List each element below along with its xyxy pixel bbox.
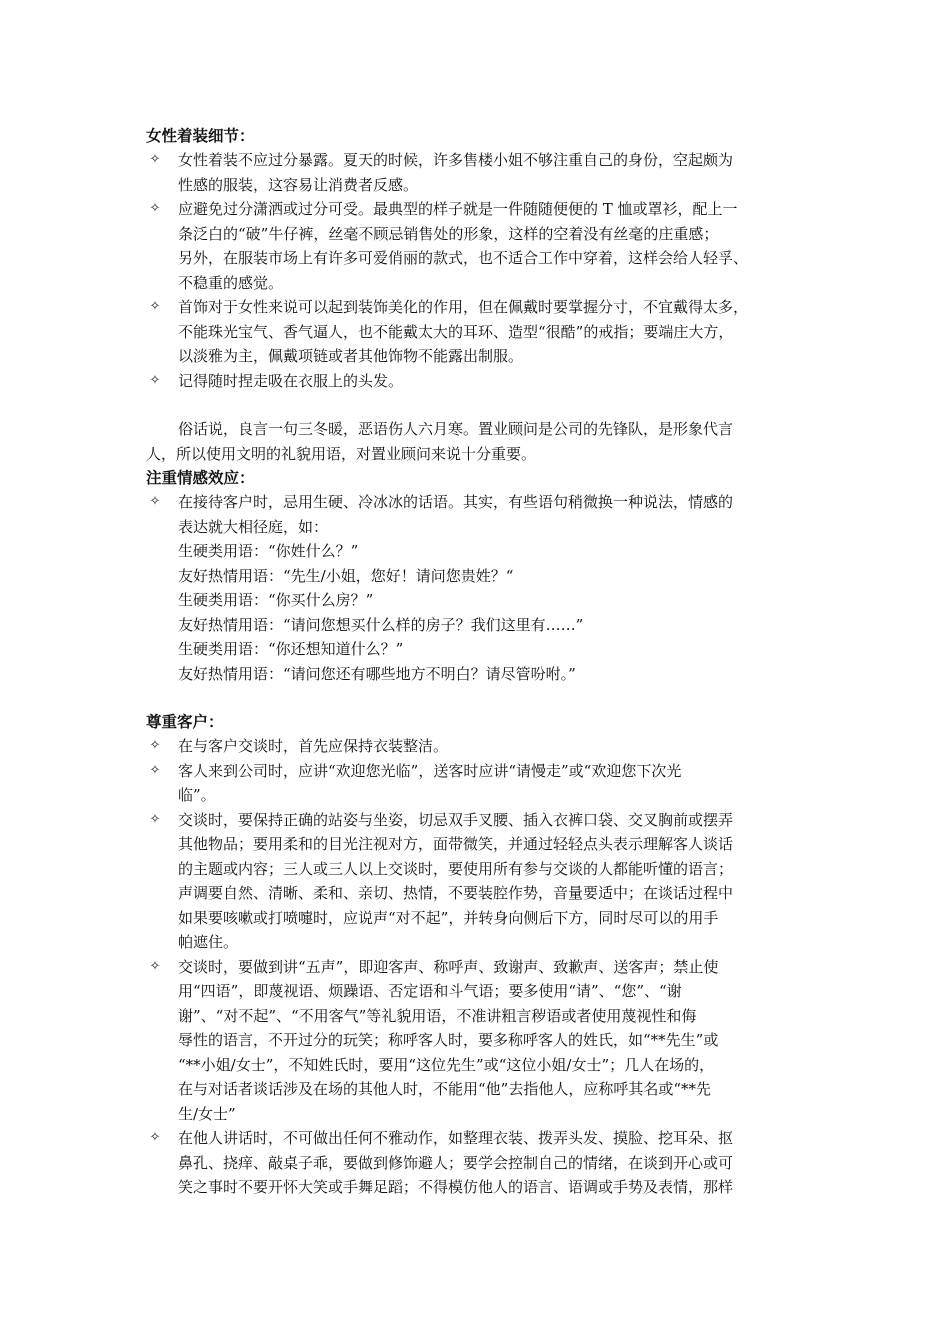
text-line: 俗话说，良言一句三冬暖，恶语伤人六月寒。置业顾问是公司的先锋队，是形象代言 (178, 420, 734, 438)
text-line: 用“四语”，即蔑视语、烦躁语、否定语和斗气语；要多使用“请”、“您”、“谢 (178, 982, 682, 1000)
text-line: 在与客户交谈时，首先应保持衣装整洁。 (178, 737, 449, 755)
bullet-icon: ✧ (149, 494, 161, 509)
bullet-item (146, 955, 818, 1127)
bullet-icon: ✧ (149, 372, 161, 388)
example-line: 友好热情用语：“请问您想买什么样的房子？我们这里有……” (178, 615, 584, 634)
text-line: 其他物品；要用柔和的目光注视对方，面带微笑，并通过轻轻点头表示理解客人谈话 (178, 835, 734, 853)
text-line: 女性着装不应过分暴露。夏天的时候，许多售楼小姐不够注重自己的身份，空起颇为 (178, 151, 734, 169)
text-line: 记得随时捏走吸在衣服上的头发。 (178, 371, 404, 390)
text-line: 谢”、“对不起”、“不用客气”等礼貌用语，不准讲粗言秽语或者使用蔑视性和侮 (178, 1006, 697, 1025)
text-line: “**小姐/女士”，不知姓氏时，要用“这位先生”或“这位小姐/女士”；几人在场的， (178, 1055, 715, 1074)
text-line: 交谈时，要做到讲“五声”，即迎客声、称呼声、致谢声、致歉声、送客声；禁止使 (178, 957, 719, 976)
blank-line (146, 393, 818, 417)
text-line: 在他人讲话时，不可做出任何不雅动作，如整理衣装、拨弄头发、摸脸、挖耳朵、抠 (178, 1129, 734, 1147)
text-line: 另外，在服装市场上有许多可爱俏丽的款式，也不适合工作中穿着，这样会给人轻孚、 (178, 249, 749, 267)
bullet-icon: ✧ (149, 762, 161, 778)
text-line: 在与对话者谈话涉及在场的其他人时，不能用“他”去指他人，应称呼其名或“**先 (178, 1080, 712, 1098)
section-heading: 女性着装细节： (146, 127, 255, 145)
text-line: 应避免过分潇洒或过分可受。最典型的样子就是一件随随便便的 T 恤或罩衫，配上一 (178, 200, 738, 218)
text-line: 客人来到公司时，应讲“欢迎您光临”，送客时应讲“请慢走”或“欢迎您下次光 (178, 761, 682, 780)
example-line: 生硬类用语：“你姓什么？” (178, 542, 359, 560)
text-line: 性感的服装，这容易让消费者反感。 (178, 175, 419, 194)
example-line: 生硬类用语：“你买什么房？” (178, 591, 374, 609)
text-line: 如果要咳嗽或打喷嚏时，应说声“对不起”，并转身向侧后下方，同时尽可以的用手 (178, 908, 719, 927)
text-line: 辱性的语言，不开过分的玩笑；称呼客人时，要多称呼客人的姓氏，如“**先生”或 (178, 1031, 719, 1049)
bullet-icon: ✧ (149, 152, 161, 167)
text-line: 不稳重的感觉。 (178, 273, 284, 292)
bullet-item (146, 197, 818, 295)
text-line: 临”。 (178, 786, 216, 804)
text-line: 声调要自然、清晰、柔和、亲切、热情，不要装腔作势，音量要适中；在谈话过程中 (178, 884, 734, 902)
bullet-item (146, 369, 818, 394)
text-line: 交谈时，要保持正确的站姿与坐姿，切忌双手叉腰、插入衣裤口袋、交叉胸前或摆弄 (178, 810, 734, 829)
bullet-item (146, 490, 818, 539)
bullet-item (146, 295, 818, 369)
bullet-icon: ✧ (149, 811, 161, 827)
bullet-icon: ✧ (149, 1130, 161, 1145)
intro-paragraph (146, 417, 818, 466)
text-line: 人，所以使用文明的礼貌用语，对置业顾问来说十分重要。 (146, 444, 537, 463)
bullet-icon: ✧ (149, 958, 161, 974)
example-line: 生硬类用语：“你还想知道什么？” (178, 640, 404, 658)
text-line: 不能珠光宝气、香气逼人，也不能戴太大的耳环、造型“很酷”的戒指；要端庄大方， (178, 322, 734, 341)
blank-line (146, 686, 818, 710)
section-heading: 尊重客户： (146, 713, 224, 731)
text-line: 的主题或内容；三人或三人以上交谈时，要使用所有参与交谈的人都能听懂的语言； (178, 859, 734, 878)
example-line: 友好热情用语：“先生/小姐，您好！请问您贵姓？“ (178, 566, 514, 585)
text-line: 在接待客户时，忌用生硬、冷冰冰的话语。其实，有些语句稍微换一种说法，情感的 (178, 493, 734, 511)
example-line: 友好热情用语：“请问您还有哪些地方不明白？请尽管吩咐。” (178, 664, 576, 683)
bullet-item (146, 759, 818, 808)
text-line: 条泛白的“破”牛仔裤，丝毫不顾忌销售处的形象，这样的空着没有丝毫的庄重感； (178, 224, 719, 243)
document-content (146, 124, 818, 1200)
bullet-item (146, 808, 818, 955)
text-line: 笑之事时不要开怀大笑或手舞足蹈；不得模仿他人的语言、语调或手势及表情，那样 (178, 1178, 734, 1196)
text-line: 以淡雅为主，佩戴项链或者其他饰物不能露出制服。 (178, 347, 524, 365)
text-line: 首饰对于女性来说可以起到装饰美化的作用，但在佩戴时要掌握分寸，不宜戴得太多， (178, 298, 749, 316)
bullet-item (146, 1126, 818, 1200)
bullet-icon: ✧ (149, 201, 161, 216)
bullet-icon: ✧ (149, 299, 161, 314)
text-line: 鼻孔、挠痒、敲桌子乖，要做到修饰避人；要学会控制自己的情绪，在谈到开心或可 (178, 1153, 734, 1172)
bullet-item (146, 148, 818, 197)
text-line: 生/女士” (178, 1104, 236, 1123)
text-line: 帕遮住。 (178, 933, 239, 951)
section-heading: 注重情感效应： (146, 469, 255, 487)
bullet-icon: ✧ (149, 738, 161, 753)
bullet-item (146, 734, 818, 759)
text-line: 表达就大相径庭，如： (178, 517, 329, 536)
